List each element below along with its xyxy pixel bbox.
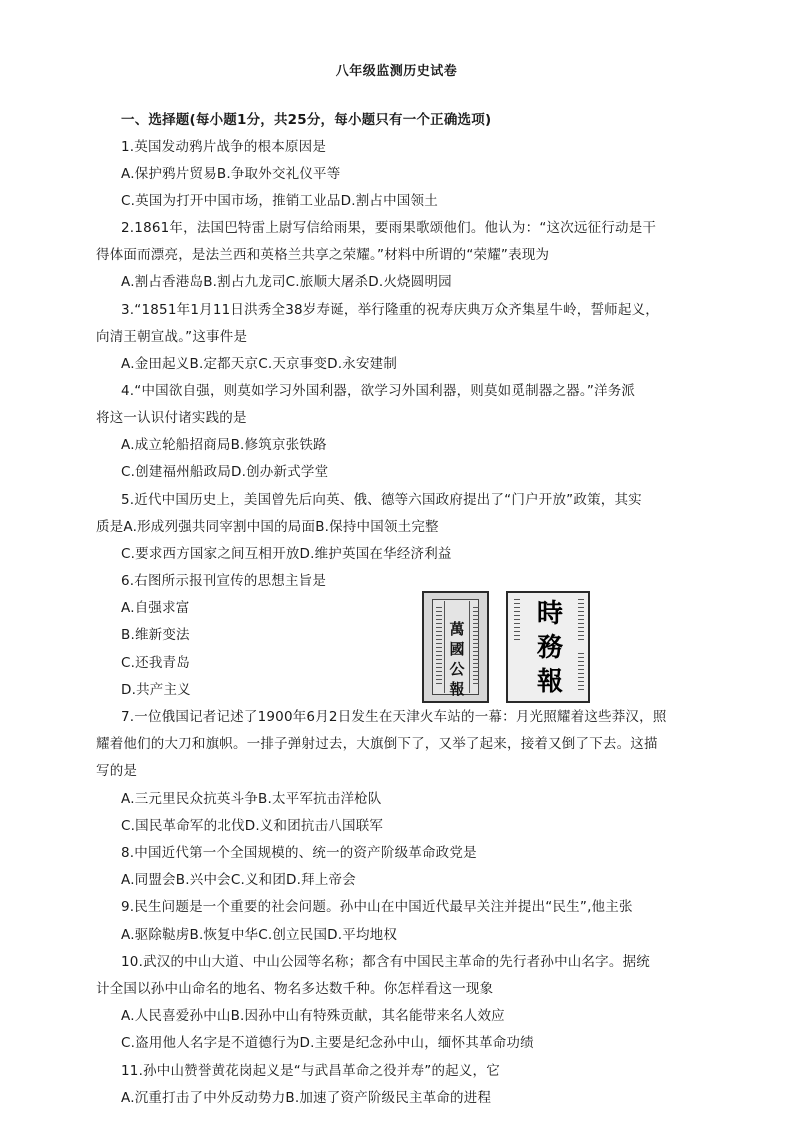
question-4-line-2: 将这一认识付诸实践的是 bbox=[96, 410, 247, 426]
question-6: 6.右图所示报刊宣传的思想主旨是 bbox=[121, 573, 327, 589]
newspaper-images bbox=[422, 591, 590, 703]
question-8-options: A.同盟会B.兴中会C.义和团D.拜上帝会 bbox=[121, 872, 356, 888]
question-3-options: A.金田起义B.定都天京C.天京事变D.永安建制 bbox=[121, 356, 398, 372]
exam-title: 八年级监测历史试卷 bbox=[335, 64, 458, 79]
question-10-options-ab: A.人民喜爱孙中山B.因孙中山有特殊贡献，其名能带来名人效应 bbox=[121, 1008, 505, 1024]
question-10-options-cd: C.盗用他人名字是不道德行为D.主要是纪念孙中山，缅怀其革命功绩 bbox=[121, 1035, 534, 1051]
section-heading: 一、选择题(每小题1分，共25分，每小题只有一个正确选项) bbox=[121, 112, 492, 128]
question-9-options: A.驱除鞑虏B.恢复中华C.创立民国D.平均地权 bbox=[121, 927, 398, 943]
cover-side-text-left-2 bbox=[514, 599, 520, 643]
question-7-line-3: 写的是 bbox=[96, 763, 138, 779]
newspaper-title-right: 時務報 bbox=[536, 599, 563, 697]
question-7-options-ab: A.三元里民众抗英斗争B.太平军抗击洋枪队 bbox=[121, 791, 382, 807]
question-5-options-cd: C.要求西方国家之间互相开放D.维护英国在华经济利益 bbox=[121, 546, 452, 562]
newspaper-image-wanguo-gongbao bbox=[422, 591, 489, 703]
question-4-options-ab: A.成立轮船招商局B.修筑京张铁路 bbox=[121, 437, 327, 453]
cover-side-text-right-2 bbox=[578, 599, 584, 643]
question-7-line-2: 耀着他们的大刀和旗帜。一排子弹射过去，大旗倒下了，又举了起来，接着又倒了下去。这描 bbox=[96, 736, 658, 752]
question-3-line-2: 向清王朝宣战。”这事件是 bbox=[96, 329, 248, 345]
question-2-line-1: 2.1861年，法国巴特雷上尉写信给雨果，要雨果歌颂他们。他认为：“这次远征行动是干 bbox=[121, 220, 657, 236]
question-8: 8.中国近代第一个全国规模的、统一的资产阶级革命政党是 bbox=[121, 845, 477, 861]
question-10-line-1: 10.武汉的中山大道、中山公园等名称；都含有中国民主革命的先行者孙中山名字。据统 bbox=[121, 954, 650, 970]
question-1-options-ab: A.保护鸦片贸易B.争取外交礼仪平等 bbox=[121, 166, 341, 182]
newspaper-image-shiwubao bbox=[506, 591, 590, 703]
cover-rule-right bbox=[469, 601, 470, 693]
question-6-option-b: B.维新变法 bbox=[121, 627, 190, 643]
question-1-options-cd: C.英国为打开中国市场，推销工业品D.割占中国领土 bbox=[121, 193, 438, 209]
question-2-options: A.割占香港岛B.割占九龙司C.旅顺大屠杀D.火烧圆明园 bbox=[121, 274, 452, 290]
newspaper-title-left: 萬國公報 bbox=[449, 620, 465, 698]
question-3-line-1: 3.“1851年1月11日洪秀全38岁寿诞，举行隆重的祝寿庆典万众齐集星牛岭，誓师起义， bbox=[121, 302, 659, 318]
question-11: 11.孙中山赞誉黄花岗起义是“与武昌革命之役并寿”的起义，它 bbox=[121, 1063, 500, 1079]
cover-rule-left bbox=[444, 601, 445, 693]
question-5-line-1: 5.近代中国历史上，美国曾先后向英、俄、德等六国政府提出了“门户开放”政策，其实 bbox=[121, 492, 642, 508]
cover-side-text-right-3 bbox=[578, 653, 584, 693]
question-10-line-2: 计全国以孙中山命名的地名、物名多达数千种。你怎样看这一现象 bbox=[96, 981, 494, 997]
question-7-options-cd: C.国民革命军的北伐D.义和团抗击八国联军 bbox=[121, 818, 384, 834]
cover-side-text-right bbox=[473, 607, 479, 687]
question-4-line-1: 4.“中国欲自强，则莫如学习外国利器，欲学习外国利器，则莫如觅制器之器。”洋务派 bbox=[121, 383, 636, 399]
question-6-option-d: D.共产主义 bbox=[121, 682, 191, 698]
question-5-line-2: 质是A.形成列强共同宰割中国的局面B.保持中国领土完整 bbox=[96, 519, 439, 535]
question-1: 1.英国发动鸦片战争的根本原因是 bbox=[121, 139, 327, 155]
question-2-line-2: 得体面而漂亮，是法兰西和英格兰共享之荣耀。”材料中所谓的“荣耀”表现为 bbox=[96, 247, 550, 263]
question-11-options-ab: A.沉重打击了中外反动势力B.加速了资产阶级民主革命的进程 bbox=[121, 1090, 492, 1106]
question-4-options-cd: C.创建福州船政局D.创办新式学堂 bbox=[121, 464, 329, 480]
question-7-line-1: 7.一位俄国记者记述了1900年6月2日发生在天津火车站的一幕：月光照耀着这些莽汉，照 bbox=[121, 709, 667, 725]
question-6-option-a: A.自强求富 bbox=[121, 600, 190, 616]
question-6-option-c: C.还我青岛 bbox=[121, 655, 190, 671]
cover-side-text-left bbox=[436, 607, 442, 687]
question-9: 9.民生问题是一个重要的社会问题。孙中山在中国近代最早关注并提出“民生”,他主张 bbox=[121, 899, 633, 915]
